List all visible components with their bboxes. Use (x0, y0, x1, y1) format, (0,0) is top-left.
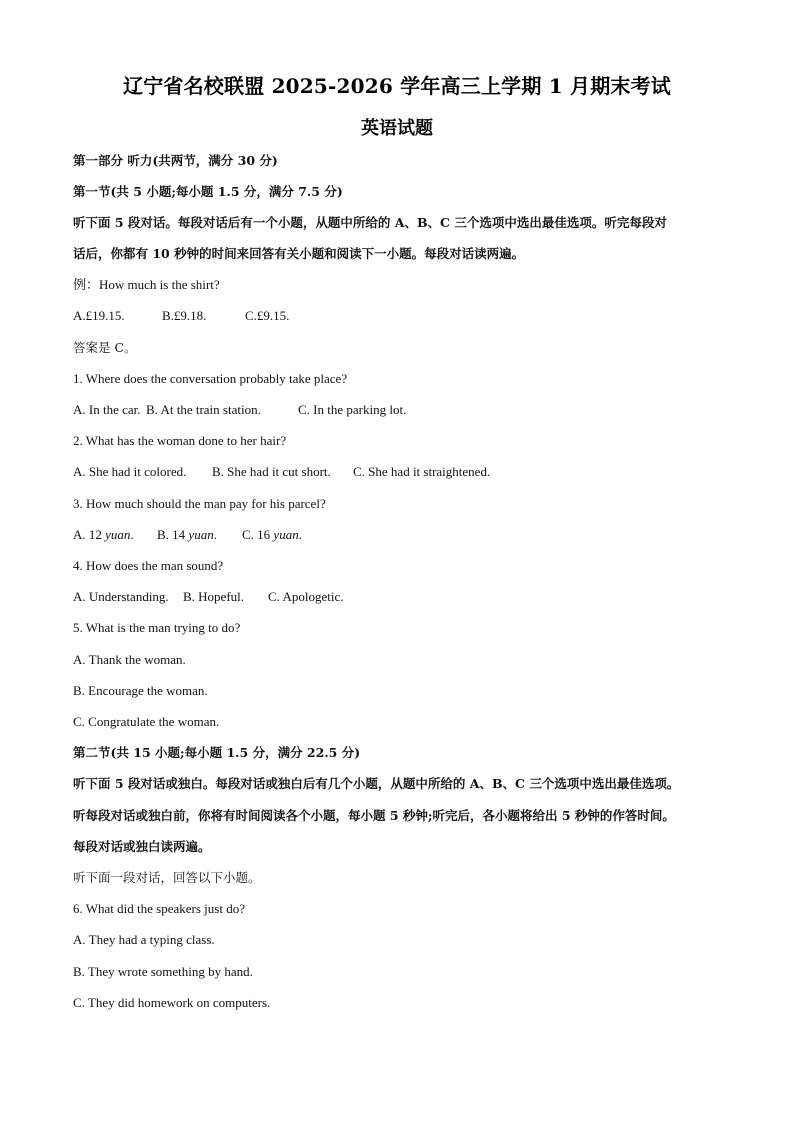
q1-option-c: C. In the parking lot. (298, 402, 407, 417)
section1-heading: 第一节(共 5 小题;每小题 1.5 分，满分 7.5 分) (73, 184, 343, 199)
question-3-options (73, 526, 302, 544)
example-answer: 答案是 C。 (73, 340, 137, 355)
section1-instruction-line1: 听下面 5 段对话。每段对话后有一个小题，从题中所给的 A、B、C 三个选项中选出最佳选项。听完每段对 (73, 215, 667, 230)
question-6: 6. What did the speakers just do? (73, 901, 245, 916)
q4-option-b: B. Hopeful. (183, 589, 245, 604)
question-3: 3. How much should the man pay for his parcel? (73, 496, 326, 511)
question-4: 4. How does the man sound? (73, 558, 224, 573)
question-5: 5. What is the man trying to do? (73, 620, 241, 635)
example-option-a: A.£19.15. (73, 308, 125, 323)
section2-instruction-line3: 每段对话或独白读两遍。 (73, 839, 211, 854)
exam-subtitle: 英语试题 (361, 118, 433, 139)
section2-heading: 第二节(共 15 小题;每小题 1.5 分，满分 22.5 分) (73, 745, 361, 760)
q4-option-c: C. Apologetic. (268, 589, 344, 604)
q1-option-a: A. In the car. (73, 402, 141, 417)
section1-instruction-line2: 话后，你都有 10 秒钟的时间来回答有关小题和阅读下一小题。每段对话读两遍。 (73, 246, 525, 261)
question-2-options (73, 463, 490, 481)
q2-option-c: C. She had it straightened. (353, 464, 491, 479)
section2-instruction-line1: 听下面 5 段对话或独白。每段对话或独白后有几个小题，从题中所给的 A、B、C 三个选项中选出最佳选项。 (73, 776, 680, 791)
q3-option-a: A. 12 yuan. (73, 527, 134, 542)
example-options (73, 307, 289, 325)
question-4-options (73, 588, 343, 606)
q6-option-b: B. They wrote something by hand. (73, 964, 253, 979)
q6-option-a: A. They had a typing class. (73, 932, 215, 947)
question-2: 2. What has the woman done to her hair? (73, 433, 287, 448)
q5-option-a: A. Thank the woman. (73, 652, 186, 667)
q3-option-c: C. 16 yuan. (242, 527, 302, 542)
section2-instruction-line2: 听每段对话或独白前，你将有时间阅读各个小题，每小题 5 秒钟;听完后，各小题将给出 5 秒钟的作答时间。 (73, 808, 675, 823)
question-1: 1. Where does the conversation probably take place? (73, 371, 348, 386)
q5-option-b: B. Encourage the woman. (73, 683, 208, 698)
q3-option-b: B. 14 yuan. (157, 527, 217, 542)
section2-prompt: 听下面一段对话，回答以下小题。 (73, 870, 261, 885)
q4-option-a: A. Understanding. (73, 589, 169, 604)
q2-option-b: B. She had it cut short. (212, 464, 331, 479)
q1-option-b: B. At the train station. (146, 402, 261, 417)
example-option-b: B.£9.18. (162, 308, 207, 323)
part1-heading: 第一部分 听力(共两节，满分 30 分) (73, 153, 278, 168)
example-option-c: C.£9.15. (245, 308, 290, 323)
q6-option-c: C. They did homework on computers. (73, 995, 271, 1010)
q5-option-c: C. Congratulate the woman. (73, 714, 220, 729)
example-question: 例：How much is the shirt? (73, 277, 220, 292)
q2-option-a: A. She had it colored. (73, 464, 187, 479)
question-1-options (73, 401, 406, 419)
exam-title: 辽宁省名校联盟 2025-2026 学年高三上学期 1 月期末考试 (123, 74, 671, 98)
